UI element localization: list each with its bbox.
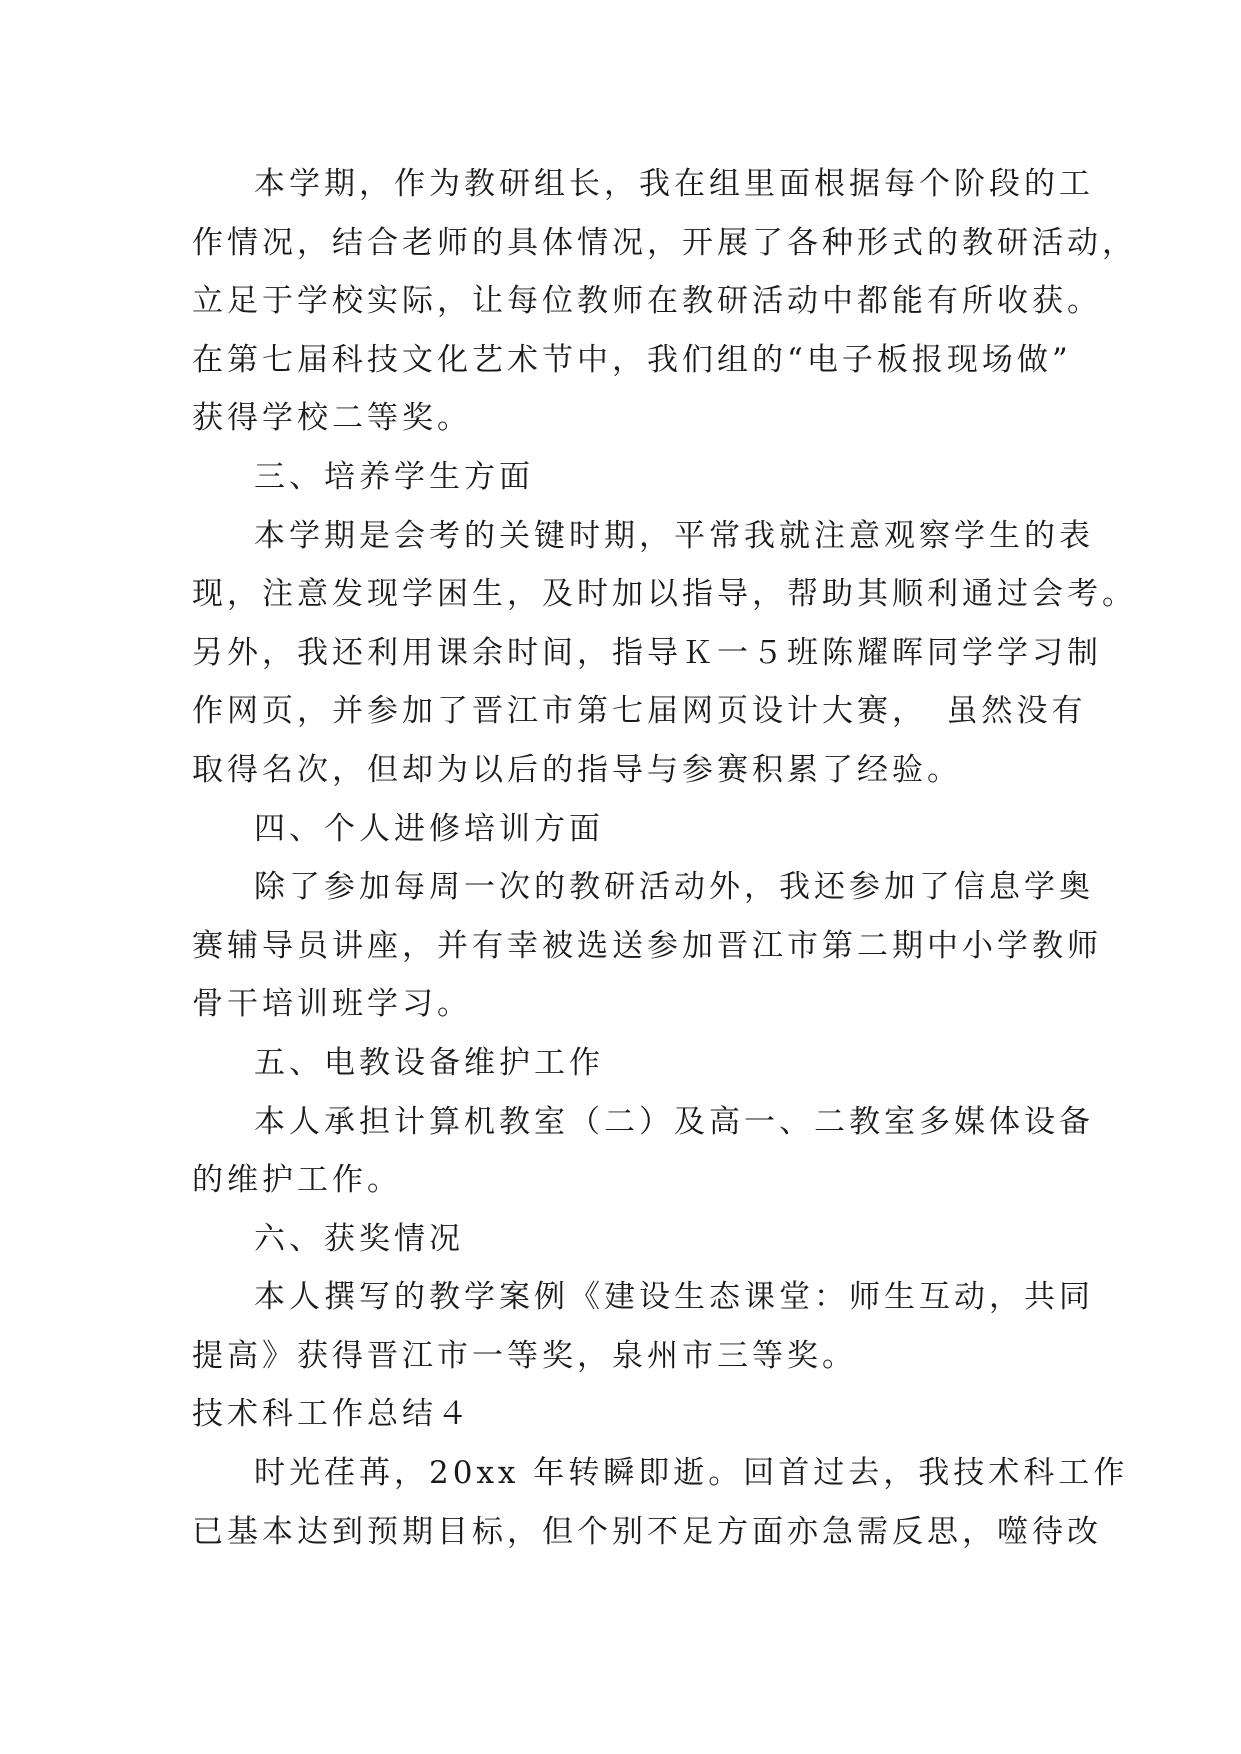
paragraph-line: 本学期是会考的关键时期，平常我就注意观察学生的表 bbox=[254, 517, 1094, 554]
paragraph-line: 提高》获得晋江市一等奖，泉州市三等奖。 bbox=[192, 1337, 857, 1374]
document-title: 技术科工作总结４ bbox=[192, 1396, 472, 1433]
paragraph-line: 除了参加每周一次的教研活动外，我还参加了信息学奥 bbox=[254, 869, 1094, 906]
paragraph-line: 已基本达到预期目标，但个别不足方面亦急需反思，噬待改 bbox=[192, 1513, 1102, 1550]
section-heading: 三、培养学生方面 bbox=[254, 458, 534, 495]
section-heading: 四、个人进修培训方面 bbox=[254, 810, 604, 847]
paragraph-line: 赛辅导员讲座，并有幸被选送参加晋江市第二期中小学教师 bbox=[192, 927, 1102, 964]
section-heading: 六、获奖情况 bbox=[254, 1220, 464, 1257]
paragraph-line: 获得学校二等奖。 bbox=[192, 400, 472, 437]
paragraph-line: 另外，我还利用课余时间，指导Ｋ一５班陈耀晖同学学习制 bbox=[192, 634, 1102, 671]
paragraph-line: 作网页，并参加了晋江市第七届网页设计大赛， 虽然没有 bbox=[192, 693, 1087, 730]
paragraph-line: 本学期，作为教研组长，我在组里面根据每个阶段的工 bbox=[254, 166, 1094, 202]
paragraph-line: 时光荏苒，20xx 年转瞬即逝。回首过去，我技术科工作 bbox=[254, 1455, 1129, 1492]
section-heading: 五、电教设备维护工作 bbox=[254, 1044, 604, 1081]
paragraph-line: 立足于学校实际，让每位教师在教研活动中都能有所收获。 bbox=[192, 283, 1102, 320]
paragraph-line: 取得名次，但却为以后的指导与参赛积累了经验。 bbox=[192, 751, 962, 788]
paragraph-line: 的维护工作。 bbox=[192, 1162, 402, 1199]
paragraph-line: 在第七届科技文化艺术节中，我们组的“电子板报现场做” bbox=[192, 341, 1072, 378]
paragraph-line: 作情况，结合老师的具体情况，开展了各种形式的教研活动， bbox=[192, 224, 1137, 261]
paragraph-line: 现，注意发现学困生，及时加以指导，帮助其顺利通过会考。 bbox=[192, 576, 1137, 613]
paragraph-line: 本人撰写的教学案例《建设生态课堂：师生互动，共同 bbox=[254, 1279, 1094, 1316]
paragraph-line: 骨干培训班学习。 bbox=[192, 986, 472, 1023]
paragraph-line: 本人承担计算机教室（二）及高一、二教室多媒体设备 bbox=[254, 1103, 1094, 1140]
document-body bbox=[192, 155, 1137, 1561]
